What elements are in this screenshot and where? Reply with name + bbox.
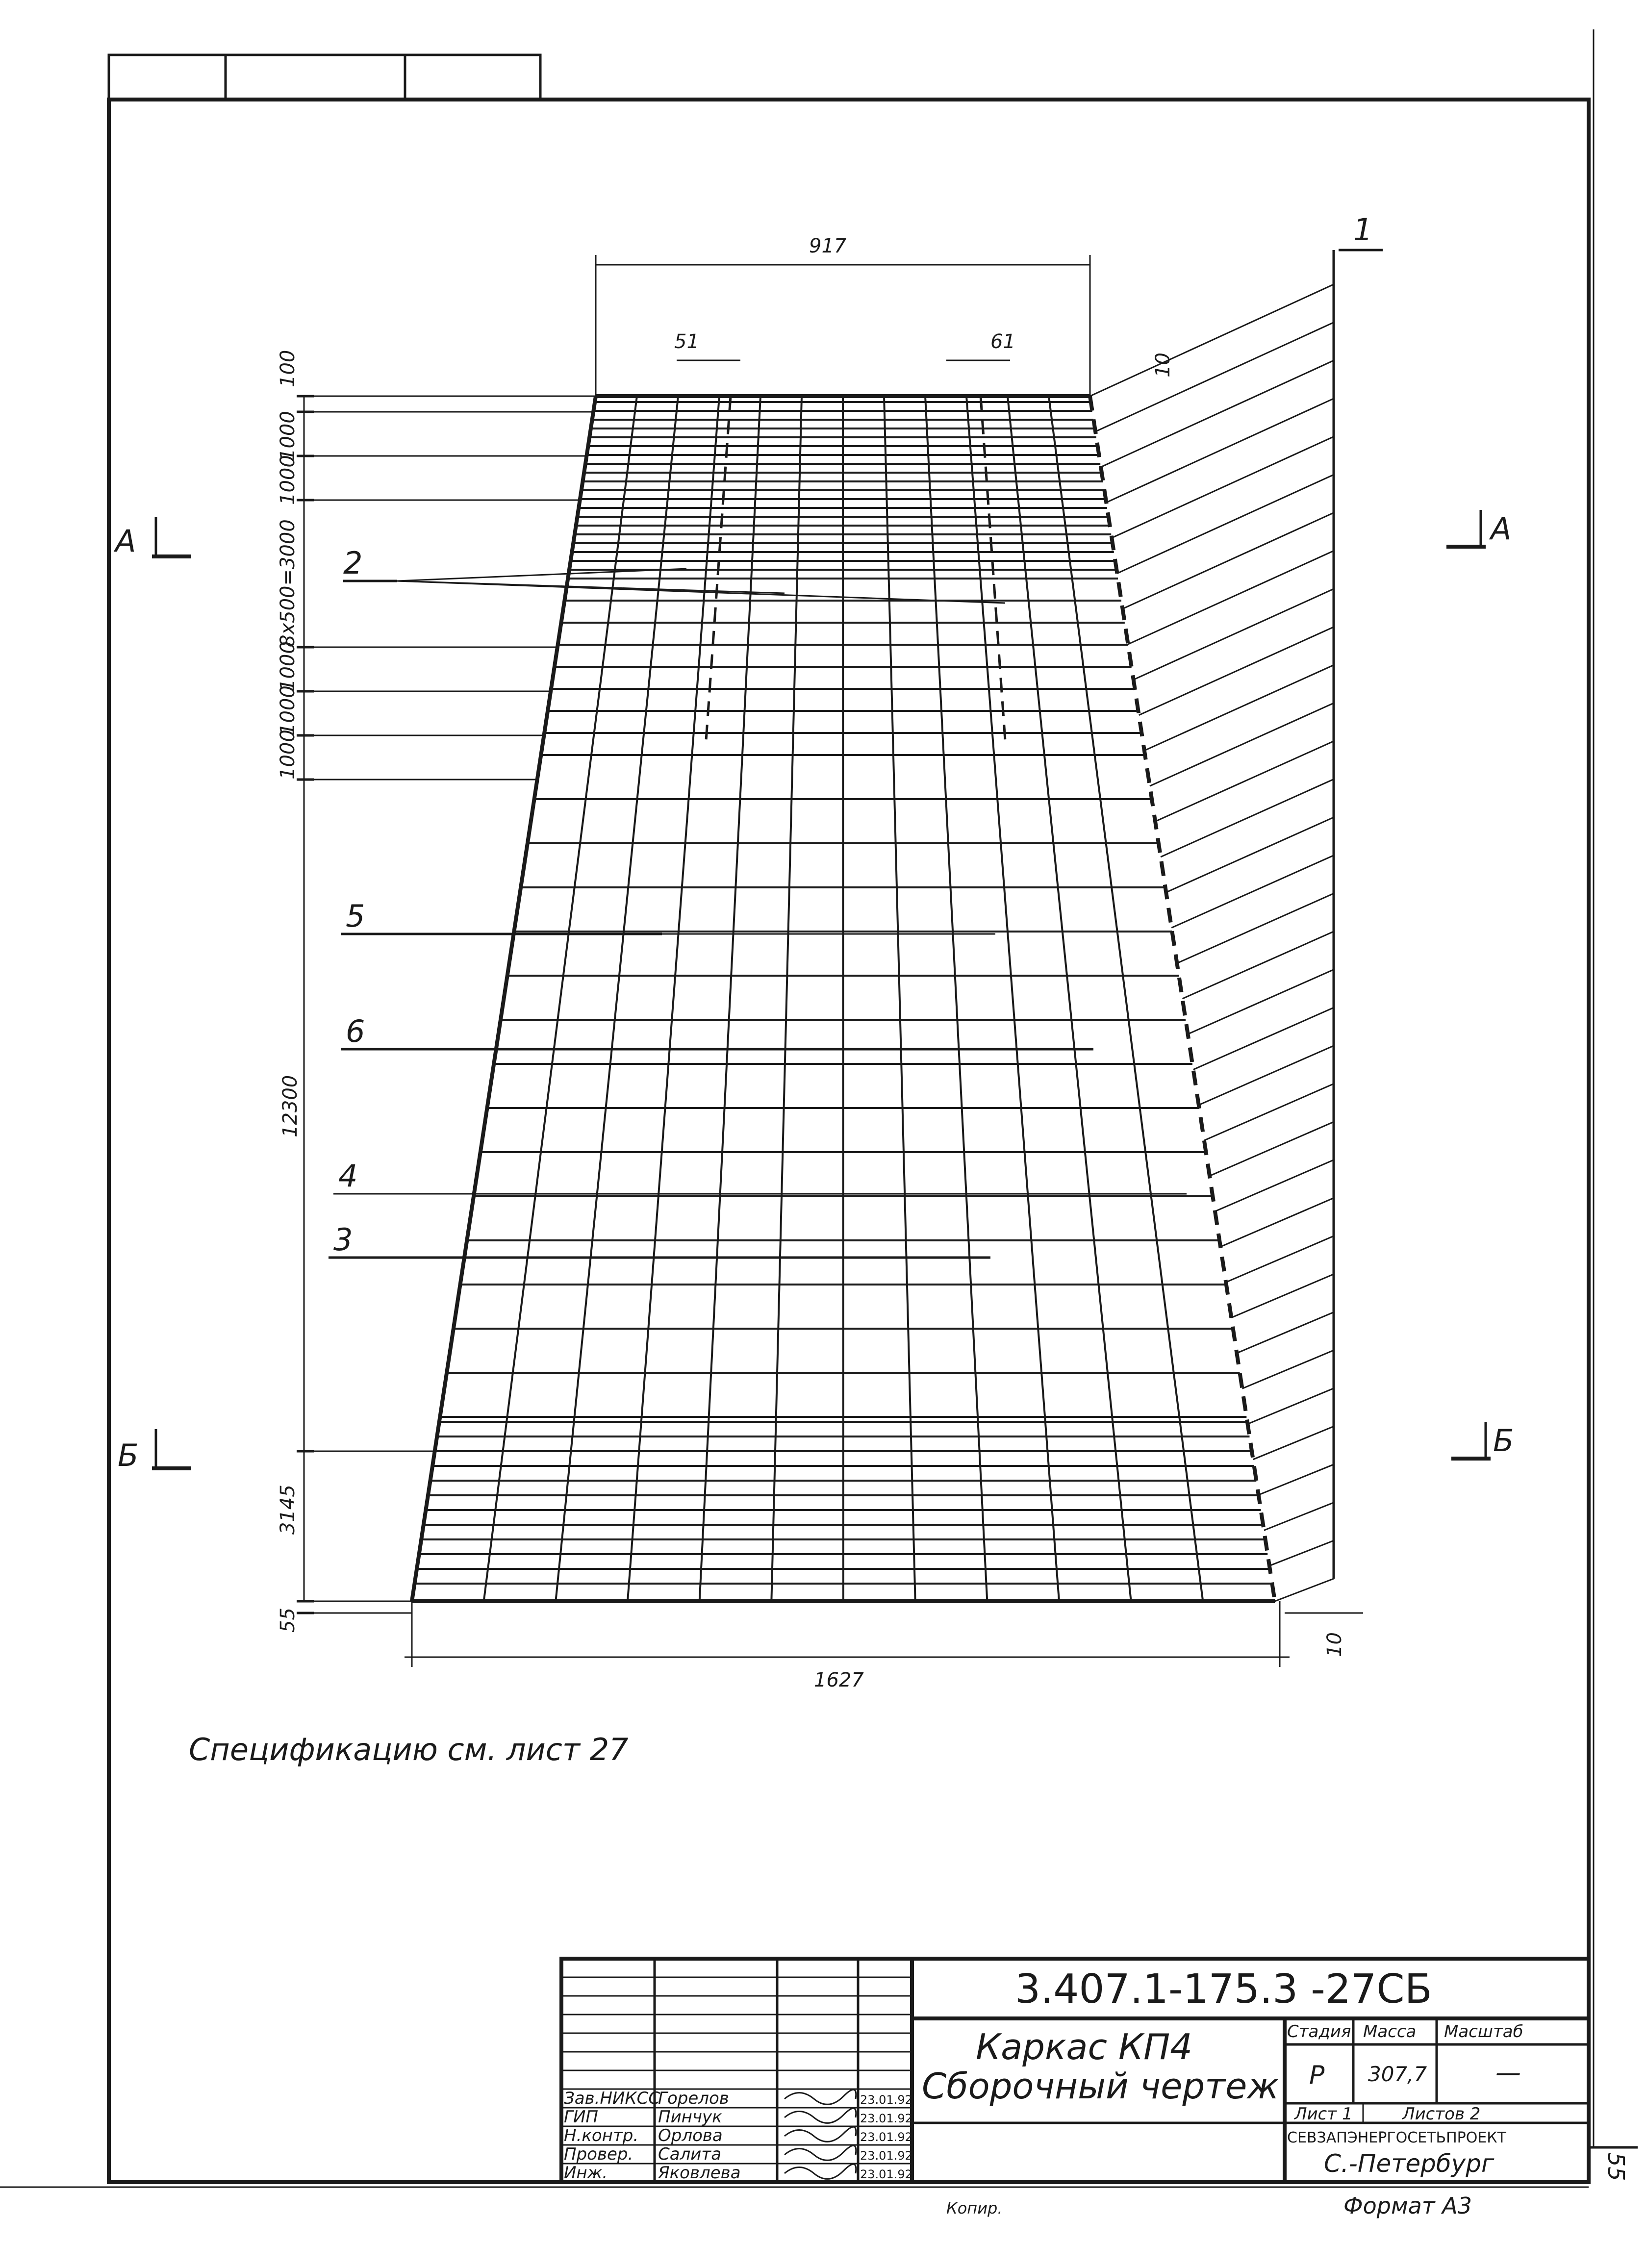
section-a-left: А xyxy=(115,523,136,559)
longitudinal-bars xyxy=(484,396,1203,1601)
dim-100: 100 xyxy=(277,350,299,387)
longitudinal-bar xyxy=(556,396,678,1601)
mass-header: Масса xyxy=(1363,2022,1417,2041)
position-1: 1 xyxy=(1353,212,1373,248)
dim-1000-d: 1000 xyxy=(277,685,299,735)
stage-value: Р xyxy=(1309,2061,1325,2090)
dim-offset-right: 61 xyxy=(990,330,1015,353)
sheet-number: Лист 1 xyxy=(1294,2104,1353,2124)
position-3: 3 xyxy=(333,1222,353,1258)
position-2: 2 xyxy=(343,545,363,581)
format-label: Формат А3 xyxy=(1343,2192,1472,2219)
scale-header: Масштаб xyxy=(1444,2022,1523,2041)
dim-1000-b: 1000 xyxy=(277,455,299,505)
signature-name: Салита xyxy=(658,2144,722,2164)
dim-lower-part: 3145 xyxy=(277,1485,299,1535)
section-b-right: Б xyxy=(1493,1423,1514,1459)
signature-role: ГИП xyxy=(564,2107,598,2127)
signature-name: Пинчук xyxy=(658,2107,722,2127)
longitudinal-bar xyxy=(628,396,719,1601)
drawing-code: 3.407.1-175.3 -27СБ xyxy=(1015,1966,1432,2013)
organization: СЕВЗАПЭНЕРГОСЕТЬПРОЕКТ xyxy=(1287,2129,1506,2146)
longitudinal-bar xyxy=(1008,396,1131,1601)
dim-1000-e: 1000 xyxy=(277,730,299,780)
signature-role: Зав.НИКСС xyxy=(564,2089,660,2108)
section-b-left: Б xyxy=(118,1437,139,1473)
scale-value: — xyxy=(1495,2058,1521,2088)
signature-mark xyxy=(785,2127,856,2142)
longitudinal-bar xyxy=(700,396,760,1601)
dim-1000-c: 1000 xyxy=(277,641,299,691)
dim-offset-left: 51 xyxy=(674,330,699,353)
signature-name: Орлова xyxy=(658,2126,723,2145)
width-dimensions xyxy=(405,235,1363,1691)
position-5: 5 xyxy=(346,898,365,934)
signature-role: Провер. xyxy=(564,2144,633,2164)
city: С.-Петербург xyxy=(1324,2149,1494,2178)
specification-note: Спецификацию см. лист 27 xyxy=(189,1732,629,1767)
longitudinal-bar xyxy=(884,396,915,1601)
longitudinal-bar xyxy=(1049,396,1203,1601)
dim-bottom-offset: 55 xyxy=(277,1608,299,1633)
signature-name: Яковлева xyxy=(658,2163,741,2183)
signature-mark xyxy=(785,2090,856,2104)
position-4: 4 xyxy=(338,1158,358,1194)
dim-bottom-right: 10 xyxy=(1323,1632,1346,1657)
signature-role: Инж. xyxy=(564,2163,608,2183)
signature-mark xyxy=(785,2108,856,2123)
mass-value: 307,7 xyxy=(1368,2062,1427,2086)
dim-bottom-width: 1627 xyxy=(814,1669,864,1691)
drawing-title-1: Каркас КП4 xyxy=(976,2026,1193,2067)
longitudinal-bar xyxy=(771,396,802,1601)
longitudinal-bar xyxy=(925,396,987,1601)
signature-date: 23.01.92 xyxy=(860,2149,912,2163)
dim-8x500: 8х500=3000 xyxy=(277,519,299,647)
signature-mark xyxy=(785,2164,856,2179)
dim-top-right: 10 xyxy=(1152,353,1174,378)
side-sheet-number: 55 xyxy=(1603,2152,1629,2181)
signature-role: Н.контр. xyxy=(564,2126,639,2145)
signature-date: 23.01.92 xyxy=(860,2130,912,2144)
side-hatch-lines xyxy=(1090,284,1334,1601)
cage-drawing xyxy=(412,250,1334,1601)
signature-mark xyxy=(785,2145,856,2160)
signature-date: 23.01.92 xyxy=(860,2093,912,2107)
title-block xyxy=(561,1959,1589,2183)
copy-label: Копир. xyxy=(946,2199,1003,2218)
dim-top-width: 917 xyxy=(809,235,847,257)
dim-1000-a: 1000 xyxy=(277,411,299,461)
stage-header: Стадия xyxy=(1287,2022,1351,2041)
longitudinal-bar xyxy=(966,396,1059,1601)
dim-height: 12300 xyxy=(279,1075,302,1137)
position-6: 6 xyxy=(346,1013,365,1049)
signature-name: Горелов xyxy=(658,2089,729,2108)
signature-date: 23.01.92 xyxy=(860,2167,912,2181)
signature-date: 23.01.92 xyxy=(860,2112,912,2125)
drawing-title-2: Сборочный чертеж xyxy=(922,2066,1279,2107)
section-a-right: А xyxy=(1491,511,1512,547)
sheets-total: Листов 2 xyxy=(1402,2104,1481,2124)
